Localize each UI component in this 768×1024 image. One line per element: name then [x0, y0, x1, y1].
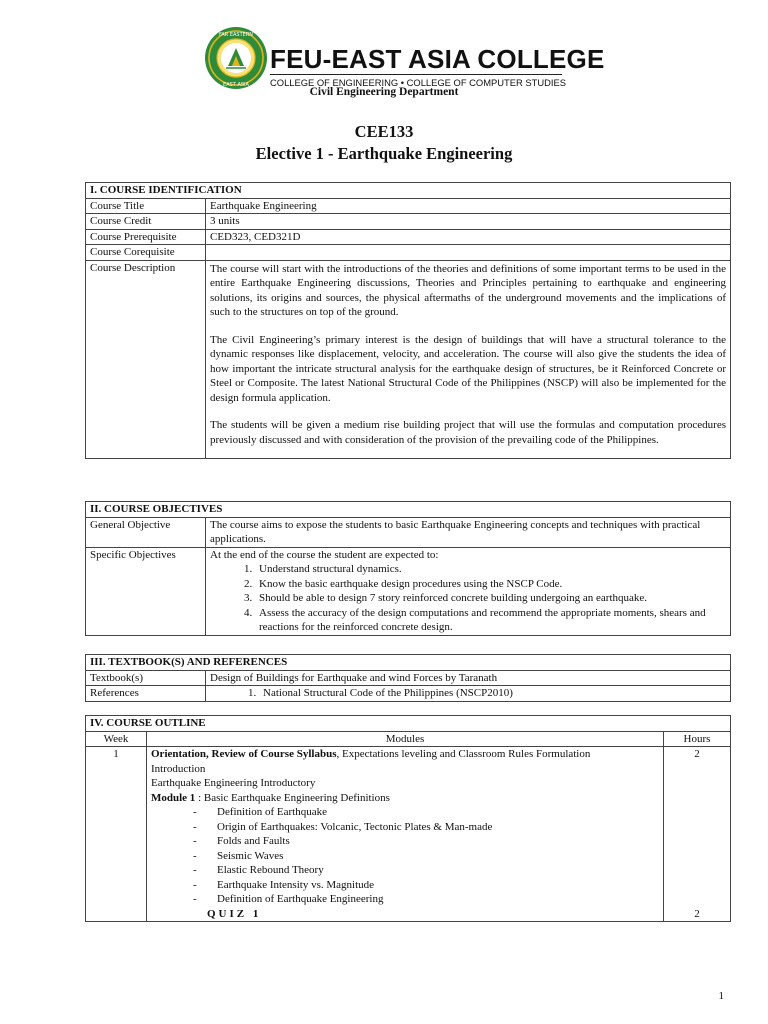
- course-title-heading: Elective 1 - Earthquake Engineering: [255, 144, 513, 163]
- table-row: [86, 547, 731, 635]
- list-item: 3. Should be able to design 7 story reinforced concrete building undergoing an earthquake.: [255, 591, 726, 606]
- description-paragraph: The course will start with the introductions of the theories and definitions of some important terms to be used in the entire Earthquake Engineering discussions, Theories and Principles pertaining to earthquake and engineering solutions, its origins and sources, the physical aftermaths of the underground movements and the implications of such to the structures on top of the ground.: [210, 262, 726, 318]
- table-header-row: [86, 731, 731, 747]
- references-list: [210, 686, 726, 701]
- row-label: Course Description: [86, 260, 206, 459]
- course-code: CEE133: [354, 122, 414, 141]
- description-paragraph: The Civil Engineering’s primary interest is the design of buildings that will have a structural tolerance to the dynamic responses like displacement, velocity, and acceleration. The course will also give the students the idea of how important the intricate structural analysis for the earthquake design of structures, be it Reinforced Concrete or Steel or Composite. The latest National Structural Code of the Philippines (NSCP) will also be implemented for the design formula application.: [210, 333, 726, 404]
- quiz-hours-value: 2: [694, 907, 700, 920]
- list-item: - Origin of Earthquakes: Volcanic, Tectonic Plates & Man-made: [193, 820, 659, 835]
- general-objective: The course aims to expose the students to basic Earthquake Engineering concepts and techniques with practical applications.: [206, 517, 731, 547]
- module-title: Module 1: [151, 791, 196, 804]
- page-number: 1: [718, 990, 724, 1002]
- table-row: [86, 260, 731, 459]
- objectives-intro: At the end of the course the student are expected to:: [210, 548, 439, 561]
- table-row: [86, 229, 731, 245]
- list-item: 2. Know the basic earthquake design procedures using the NSCP Code.: [255, 577, 726, 592]
- week-number: 1: [86, 747, 147, 922]
- table-row: [86, 670, 731, 686]
- table-row: [86, 245, 731, 261]
- section-heading: I. COURSE IDENTIFICATION: [86, 183, 731, 199]
- row-value: Earthquake Engineering: [206, 198, 731, 214]
- orientation-line: [151, 747, 659, 762]
- college-seal-icon: [204, 26, 268, 90]
- course-description: [206, 260, 731, 459]
- list-item: - Definition of Earthquake Engineering: [193, 892, 659, 907]
- table-row: [86, 686, 731, 702]
- row-value: 3 units: [206, 214, 731, 230]
- module-line: [151, 791, 659, 806]
- row-label: Specific Objectives: [86, 547, 206, 635]
- table-row: [86, 214, 731, 230]
- row-label: Course Title: [86, 198, 206, 214]
- list-item: 4. Assess the accuracy of the design computations and recommend the appropriate moments, shears and reactions for the reinforced concrete design.: [255, 606, 726, 635]
- module-description: : Basic Earthquake Engineering Definitions: [195, 791, 390, 804]
- description-paragraph: The students will be given a medium rise building project that will use the formulas and computation procedures previously discussed and with consideration of the provision of the prevailing code of the Philippines.: [210, 419, 726, 446]
- orientation-rest: , Expectations leveling and Classroom Rules Formulation: [336, 748, 591, 760]
- topics-list: [151, 805, 659, 907]
- row-label: Course Credit: [86, 214, 206, 230]
- row-label: General Objective: [86, 517, 206, 547]
- objectives-list: [210, 562, 726, 635]
- column-header-modules: Modules: [147, 731, 664, 747]
- section-heading: II. COURSE OBJECTIVES: [86, 502, 731, 518]
- textbook-value: Design of Buildings for Earthquake and wind Forces by Taranath: [206, 670, 731, 686]
- course-identification-table: [85, 182, 731, 459]
- list-item: 1. National Structural Code of the Philippines (NSCP2010): [259, 686, 726, 701]
- table-row: [86, 747, 731, 922]
- quiz-label: QUIZ 1: [207, 907, 262, 920]
- list-item: - Elastic Rebound Theory: [193, 863, 659, 878]
- table-row: [86, 198, 731, 214]
- hours-cell: [664, 747, 731, 922]
- list-item: - Earthquake Intensity vs. Magnitude: [193, 878, 659, 893]
- textbooks-table: [85, 654, 731, 702]
- college-name: FEU-EAST ASIA COLLEGE: [270, 44, 605, 74]
- svg-text:FAR EASTERN: FAR EASTERN: [218, 32, 254, 38]
- row-label: Course Prerequisite: [86, 229, 206, 245]
- intro-line: Earthquake Engineering Introductory: [151, 777, 316, 789]
- column-header-hours: Hours: [664, 731, 731, 747]
- row-label: Course Corequisite: [86, 245, 206, 261]
- course-outline-table: [85, 715, 731, 922]
- course-objectives-table: [85, 501, 731, 636]
- orientation-title: Orientation, Review of Course Syllabus: [151, 748, 337, 760]
- row-value: CED323, CED321D: [206, 229, 731, 245]
- hours-value: 2: [694, 748, 700, 760]
- svg-text:EAST ASIA: EAST ASIA: [223, 82, 249, 88]
- department-name: Civil Engineering Department: [309, 86, 459, 98]
- list-item: 1. Understand structural dynamics.: [255, 562, 726, 577]
- list-item: - Folds and Faults: [193, 834, 659, 849]
- list-item: - Definition of Earthquake: [193, 805, 659, 820]
- section-heading: IV. COURSE OUTLINE: [86, 716, 731, 732]
- references-value: [206, 686, 731, 702]
- row-value: [206, 245, 731, 261]
- colleges-line: COLLEGE OF ENGINEERING • COLLEGE OF COMPUTER STUDIES: [270, 74, 562, 88]
- table-row: [86, 517, 731, 547]
- intro-line: Introduction: [151, 762, 206, 775]
- row-label: References: [86, 686, 206, 702]
- module-content: [147, 747, 664, 922]
- row-label: Textbook(s): [86, 670, 206, 686]
- column-header-week: Week: [86, 731, 147, 747]
- specific-objectives: [206, 547, 731, 635]
- list-item: - Seismic Waves: [193, 849, 659, 864]
- section-heading: III. TEXTBOOK(S) AND REFERENCES: [86, 655, 731, 671]
